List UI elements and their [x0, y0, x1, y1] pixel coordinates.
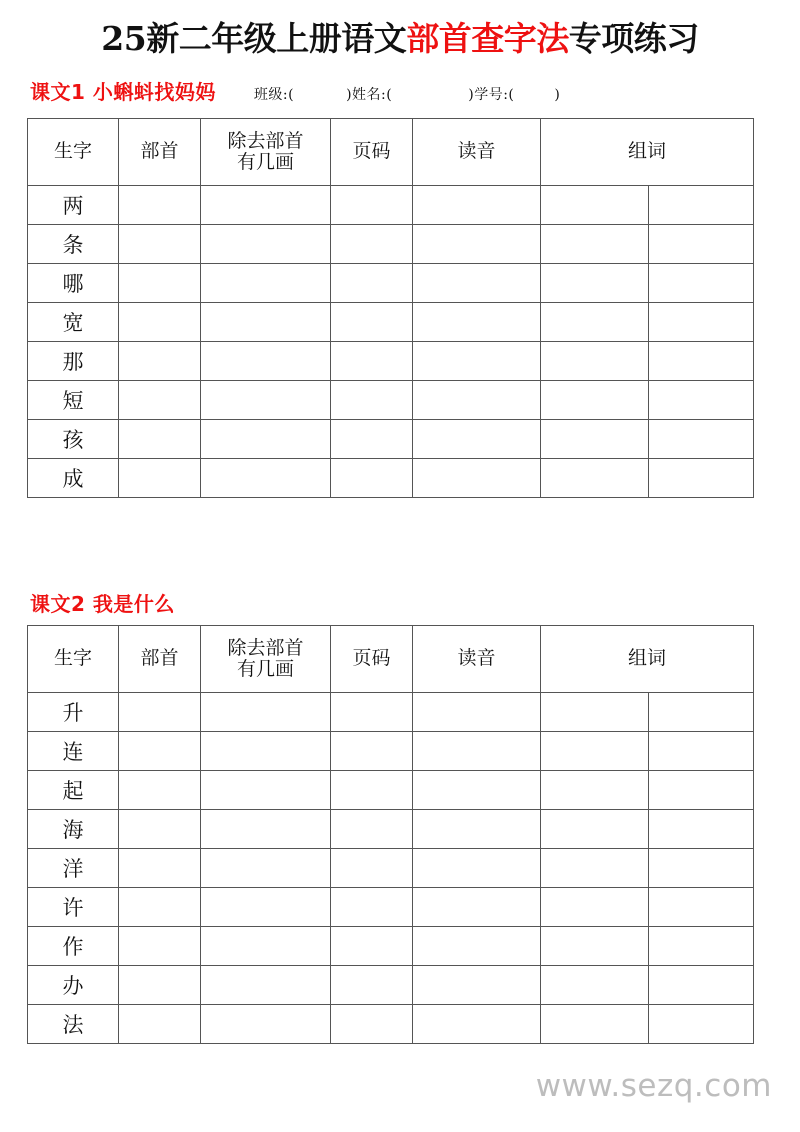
- huashu-answer-cell[interactable]: [201, 381, 331, 420]
- table-row: [28, 186, 754, 225]
- name-close-paren: ): [468, 87, 475, 103]
- duyin-answer-cell[interactable]: [413, 342, 541, 381]
- zuci-answer-cell-a[interactable]: [541, 420, 649, 459]
- class-label: 班级:(: [253, 87, 295, 103]
- bushou-answer-cell[interactable]: [119, 849, 201, 888]
- duyin-answer-cell[interactable]: [413, 810, 541, 849]
- duyin-answer-cell[interactable]: [413, 264, 541, 303]
- table-row: [28, 927, 754, 966]
- zuci-answer-cell-b[interactable]: [649, 420, 754, 459]
- table-row: [28, 459, 754, 498]
- site-watermark: www.sezq.com: [535, 1068, 772, 1104]
- huashu-answer-cell[interactable]: [201, 186, 331, 225]
- character-cell: 升: [28, 693, 119, 732]
- duyin-answer-cell[interactable]: [413, 420, 541, 459]
- section-header-2: [30, 588, 770, 614]
- table-header-row: [28, 119, 754, 186]
- zuci-answer-cell-b[interactable]: [649, 888, 754, 927]
- bushou-answer-cell[interactable]: [119, 420, 201, 459]
- zuci-answer-cell-b[interactable]: [649, 225, 754, 264]
- zuci-answer-cell-a[interactable]: [541, 771, 649, 810]
- yema-answer-cell[interactable]: [331, 459, 413, 498]
- character-cell: 条: [28, 225, 119, 264]
- zuci-answer-cell-a[interactable]: [541, 693, 649, 732]
- yema-answer-cell[interactable]: [331, 1005, 413, 1044]
- bushou-answer-cell[interactable]: [119, 888, 201, 927]
- col-header-shengzi: 生字: [28, 626, 119, 693]
- yema-answer-cell[interactable]: [331, 693, 413, 732]
- duyin-answer-cell[interactable]: [413, 225, 541, 264]
- zuci-answer-cell-b[interactable]: [649, 381, 754, 420]
- huashu-answer-cell[interactable]: [201, 927, 331, 966]
- zuci-answer-cell-a[interactable]: [541, 459, 649, 498]
- duyin-answer-cell[interactable]: [413, 888, 541, 927]
- lesson-title-2: 课文2 我是什么: [30, 592, 175, 616]
- table-row: [28, 810, 754, 849]
- duyin-answer-cell[interactable]: [413, 459, 541, 498]
- table-row: [28, 693, 754, 732]
- col-header-shengzi: 生字: [28, 119, 119, 186]
- bushou-answer-cell[interactable]: [119, 381, 201, 420]
- zuci-answer-cell-b[interactable]: [649, 849, 754, 888]
- bushou-answer-cell[interactable]: [119, 771, 201, 810]
- table-row: [28, 225, 754, 264]
- zuci-answer-cell-a[interactable]: [541, 927, 649, 966]
- col-header-duyin: 读音: [413, 119, 541, 186]
- yema-answer-cell[interactable]: [331, 420, 413, 459]
- duyin-answer-cell[interactable]: [413, 693, 541, 732]
- student-info-line: [254, 84, 560, 104]
- table-row: [28, 381, 754, 420]
- zuci-answer-cell-a[interactable]: [541, 732, 649, 771]
- yema-answer-cell[interactable]: [331, 186, 413, 225]
- huashu-answer-cell[interactable]: [201, 225, 331, 264]
- yema-answer-cell[interactable]: [331, 927, 413, 966]
- huashu-answer-cell[interactable]: [201, 888, 331, 927]
- huashu-answer-cell[interactable]: [201, 966, 331, 1005]
- duyin-answer-cell[interactable]: [413, 303, 541, 342]
- table-row: [28, 342, 754, 381]
- yema-answer-cell[interactable]: [331, 888, 413, 927]
- col-header-huashu-line2: 有几画: [236, 151, 294, 173]
- id-label: 学号:(: [474, 87, 515, 103]
- zuci-answer-cell-a[interactable]: [541, 225, 649, 264]
- zuci-answer-cell-a[interactable]: [541, 381, 649, 420]
- duyin-answer-cell[interactable]: [413, 186, 541, 225]
- lesson-1-table: [27, 118, 754, 498]
- zuci-answer-cell-b[interactable]: [649, 966, 754, 1005]
- page-title: [0, 18, 800, 59]
- character-cell: 许: [28, 888, 119, 927]
- bushou-answer-cell[interactable]: [119, 810, 201, 849]
- title-segment-1: 25新二年级上册语文: [101, 19, 407, 58]
- character-cell: 法: [28, 1005, 119, 1044]
- col-header-duyin: 读音: [413, 626, 541, 693]
- bushou-answer-cell[interactable]: [119, 303, 201, 342]
- duyin-answer-cell[interactable]: [413, 771, 541, 810]
- duyin-answer-cell[interactable]: [413, 927, 541, 966]
- col-header-zuci: 组词: [541, 626, 754, 693]
- character-cell: 两: [28, 186, 119, 225]
- col-header-bushou: 部首: [119, 119, 201, 186]
- yema-answer-cell[interactable]: [331, 264, 413, 303]
- zuci-answer-cell-a[interactable]: [541, 342, 649, 381]
- lesson-2-table: [27, 625, 754, 1044]
- table-row: [28, 849, 754, 888]
- yema-answer-cell[interactable]: [331, 849, 413, 888]
- table-row: [28, 303, 754, 342]
- col-header-huashu-line2: 有几画: [236, 658, 294, 680]
- col-header-yema: 页码: [331, 119, 413, 186]
- yema-answer-cell[interactable]: [331, 381, 413, 420]
- huashu-answer-cell[interactable]: [201, 342, 331, 381]
- yema-answer-cell[interactable]: [331, 771, 413, 810]
- col-header-huashu-line1: 除去部首: [227, 636, 304, 659]
- table-row: [28, 771, 754, 810]
- table-row: [28, 888, 754, 927]
- bushou-answer-cell[interactable]: [119, 225, 201, 264]
- bushou-answer-cell[interactable]: [119, 459, 201, 498]
- huashu-answer-cell[interactable]: [201, 693, 331, 732]
- zuci-answer-cell-b[interactable]: [649, 459, 754, 498]
- zuci-answer-cell-a[interactable]: [541, 186, 649, 225]
- duyin-answer-cell[interactable]: [413, 381, 541, 420]
- table-header-row: [28, 626, 754, 693]
- zuci-answer-cell-a[interactable]: [541, 264, 649, 303]
- lesson-2-table-body: [28, 693, 754, 1044]
- duyin-answer-cell[interactable]: [413, 732, 541, 771]
- table-row: [28, 264, 754, 303]
- character-cell: 短: [28, 381, 119, 420]
- bushou-answer-cell[interactable]: [119, 186, 201, 225]
- yema-answer-cell[interactable]: [331, 342, 413, 381]
- yema-answer-cell[interactable]: [331, 225, 413, 264]
- bushou-answer-cell[interactable]: [119, 342, 201, 381]
- zuci-answer-cell-a[interactable]: [541, 966, 649, 1005]
- zuci-answer-cell-b[interactable]: [649, 186, 754, 225]
- huashu-answer-cell[interactable]: [201, 771, 331, 810]
- zuci-answer-cell-b[interactable]: [649, 303, 754, 342]
- table-row: [28, 966, 754, 1005]
- character-cell: 宽: [28, 303, 119, 342]
- duyin-answer-cell[interactable]: [413, 849, 541, 888]
- bushou-answer-cell[interactable]: [119, 693, 201, 732]
- zuci-answer-cell-a[interactable]: [541, 303, 649, 342]
- duyin-answer-cell[interactable]: [413, 966, 541, 1005]
- table-row: [28, 1005, 754, 1044]
- huashu-answer-cell[interactable]: [201, 810, 331, 849]
- col-header-yema: 页码: [331, 626, 413, 693]
- zuci-answer-cell-a[interactable]: [541, 849, 649, 888]
- duyin-answer-cell[interactable]: [413, 1005, 541, 1044]
- zuci-answer-cell-a[interactable]: [541, 810, 649, 849]
- zuci-answer-cell-b[interactable]: [649, 693, 754, 732]
- col-header-huashu: [201, 626, 331, 693]
- bushou-answer-cell[interactable]: [119, 966, 201, 1005]
- title-segment-highlight: 部首查字法: [406, 19, 569, 58]
- character-cell: 作: [28, 927, 119, 966]
- bushou-answer-cell[interactable]: [119, 927, 201, 966]
- huashu-answer-cell[interactable]: [201, 420, 331, 459]
- yema-answer-cell[interactable]: [331, 966, 413, 1005]
- zuci-answer-cell-a[interactable]: [541, 888, 649, 927]
- huashu-answer-cell[interactable]: [201, 303, 331, 342]
- col-header-zuci: 组词: [541, 119, 754, 186]
- bushou-answer-cell[interactable]: [119, 732, 201, 771]
- yema-answer-cell[interactable]: [331, 732, 413, 771]
- zuci-answer-cell-b[interactable]: [649, 771, 754, 810]
- character-cell: 办: [28, 966, 119, 1005]
- character-cell: 海: [28, 810, 119, 849]
- zuci-answer-cell-b[interactable]: [649, 732, 754, 771]
- bushou-answer-cell[interactable]: [119, 1005, 201, 1044]
- zuci-answer-cell-b[interactable]: [649, 342, 754, 381]
- yema-answer-cell[interactable]: [331, 810, 413, 849]
- name-label: 姓名:(: [352, 87, 393, 103]
- lesson-1-table-body: [28, 186, 754, 498]
- character-cell: 成: [28, 459, 119, 498]
- lesson-title-1: 课文1 小蝌蚪找妈妈: [30, 80, 216, 104]
- huashu-answer-cell[interactable]: [201, 264, 331, 303]
- zuci-answer-cell-b[interactable]: [649, 264, 754, 303]
- zuci-answer-cell-b[interactable]: [649, 927, 754, 966]
- zuci-answer-cell-a[interactable]: [541, 1005, 649, 1044]
- yema-answer-cell[interactable]: [331, 303, 413, 342]
- character-cell: 起: [28, 771, 119, 810]
- zuci-answer-cell-b[interactable]: [649, 1005, 754, 1044]
- id-close-paren: ): [554, 87, 561, 103]
- character-cell: 洋: [28, 849, 119, 888]
- class-close-paren: ): [346, 87, 353, 103]
- huashu-answer-cell[interactable]: [201, 459, 331, 498]
- col-header-huashu: [201, 119, 331, 186]
- table-row: [28, 420, 754, 459]
- bushou-answer-cell[interactable]: [119, 264, 201, 303]
- character-cell: 孩: [28, 420, 119, 459]
- col-header-huashu-line1: 除去部首: [227, 129, 304, 152]
- zuci-answer-cell-b[interactable]: [649, 810, 754, 849]
- col-header-bushou: 部首: [119, 626, 201, 693]
- table-row: [28, 732, 754, 771]
- character-cell: 那: [28, 342, 119, 381]
- title-segment-3: 专项练习: [568, 19, 699, 58]
- character-cell: 连: [28, 732, 119, 771]
- huashu-answer-cell[interactable]: [201, 849, 331, 888]
- section-header-1: [30, 76, 770, 102]
- huashu-answer-cell[interactable]: [201, 1005, 331, 1044]
- character-cell: 哪: [28, 264, 119, 303]
- huashu-answer-cell[interactable]: [201, 732, 331, 771]
